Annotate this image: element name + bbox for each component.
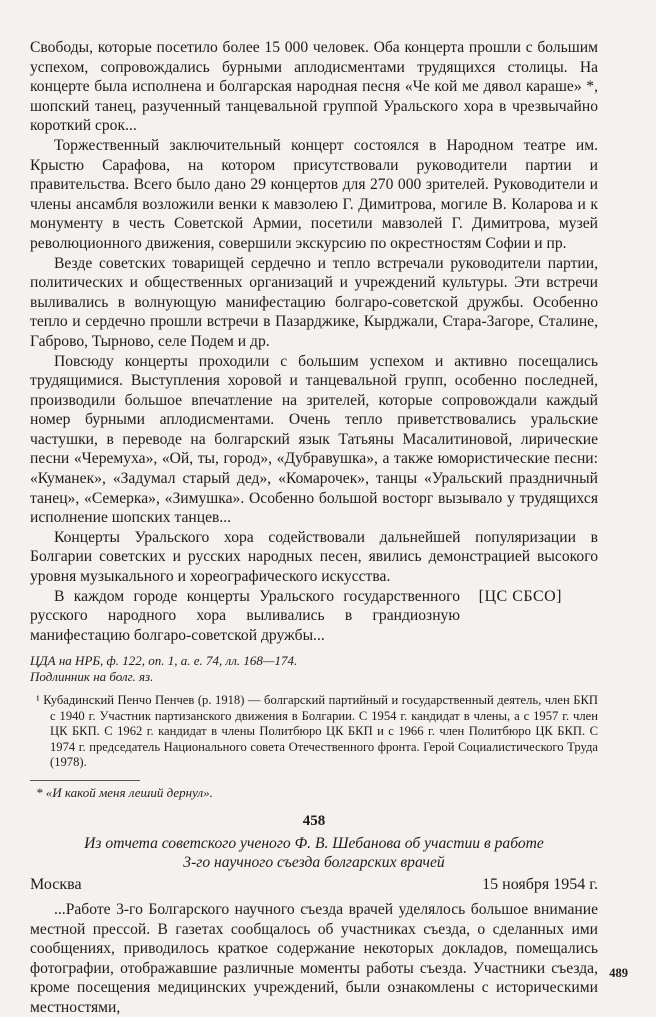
archive-line-1: ЦДА на НРБ, ф. 122, оп. 1, а. е. 74, лл. 168—174. — [30, 653, 298, 669]
archive-reference — [30, 653, 598, 685]
document-date: 15 ноября 1954 г. — [482, 875, 598, 893]
paragraph-2: Торжественный заключительный концерт состоялся в Народном театре им. Крыстю Сарафова, на котором присутствовали руководители партии и правительства. Всего было дано 29 концертов для 270 000 зрителей. Руководители и члены ансамбля возложили венки к мавзолею Г. Димитрова, могиле В. Коларова и к монументу в честь Советской Армии, посетили мавзолей Г. Димитрова, музей революционного движения, совершили экскурсию по окрестностям Софии и пр. — [30, 136, 598, 252]
document-title: Из отчета советского ученого Ф. В. Шебанова об участии в работе 3-го научного съезда болгарских врачей — [84, 834, 544, 871]
closing-block — [30, 587, 598, 646]
paragraph-1: Свободы, которые посетило более 15 000 человек. Оба концерта прошли с большим успехом, сопровождались бурными аплодисментами трудящихся столицы. На концерте была исполнена и болгарская народная песня «Че кой ме дявол караше» *, шопский танец, разученный танцевальной группой Уральского хора в чрезвычайно короткий срок... — [30, 39, 598, 135]
document-page — [30, 38, 598, 1017]
document-place: Москва — [30, 875, 82, 893]
paragraph-3: Везде советских товарищей сердечно и тепло встречали руководители партии, политических и общественных организаций и учреждений культуры. Эти встречи выливались в волнующую манифестацию болгаро-советской дружбы. Особенно тепло и сердечно прошли встречи в Пазарджике, Кырджали, Стара-Загоре, Сталине, Габрово, Тырново, селе Подем и др. — [30, 254, 598, 350]
paragraph-4: Повсюду концерты проходили с большим успехом и активно посещались трудящимися. Выступления хоровой и танцевальной групп, особенно последней, производили большое впечатление на зрителей, которые сопровождали каждый номер бурными аплодисментами. Очень тепло приветствовались уральские частушки, в переводе на болгарский язык Татьяны Масалитиновой, лирические песни «Черемуха», «Ой, ты, город», «Дубравушка», а также юмористические песни: «Куманек», «Задумал старый дед», «Комарочек», танцы «Уральский праздничный танец», «Семерка», «Зимушка». Особенно большой восторг вызывало у трудящихся исполнение шопских танцев... — [30, 352, 598, 527]
footnote-1: ¹ Кубадинский Пенчо Пенчев (р. 1918) — болгарский партийный и государственный деятель, член БКП с 1940 г. Участник партизанского движения в Болгарии. С 1954 г. кандидат в члены, а с 1957 г. член ЦК БКП. С 1962 г. кандидат в члены Политбюро ЦК БКП и с 1966 г. член Политбюро ЦК БКП. С 1974 г. председатель Национального совета Отечественного фронта. Герой Социалистического Труда (1978). — [36, 693, 598, 770]
paragraph-6: В каждом городе концерты Уральского государственного русского народного хора выливались в грандиозную манифестацию болгаро-советской дружбы... — [30, 587, 460, 644]
document-number: 458 — [302, 812, 326, 829]
footnotes — [30, 693, 598, 801]
place-date-line — [30, 876, 598, 894]
next-doc-paragraph-1: ...Работе 3-го Болгарского научного съезда врачей уделялось большое внимание местной прессой. В газетах сообщалось об участниках съезда, о сделанных ими сообщениях, приводилось краткое содержание некоторых докладов, помещались фотографии, отображавшие различные моменты работы съезда. Участники съезда, кроме посещения медицинских учреждений, были ознакомлены с историческими местностями, — [30, 900, 598, 1016]
paragraph-5: Концерты Уральского хора содействовали дальнейшей популяризации в Болгарии советских и русских народных песен, явились демонстрацией высокого уровня музыкального и хореографического искусства. — [30, 528, 598, 586]
archive-stamp: [ЦС СБСО] — [478, 587, 562, 605]
footnote-divider — [30, 780, 140, 781]
footnote-star: * «И какой меня леший дернул». — [36, 784, 213, 800]
archive-line-2: Подлинник на болг. яз. — [30, 669, 154, 685]
page-number: 489 — [609, 966, 628, 980]
